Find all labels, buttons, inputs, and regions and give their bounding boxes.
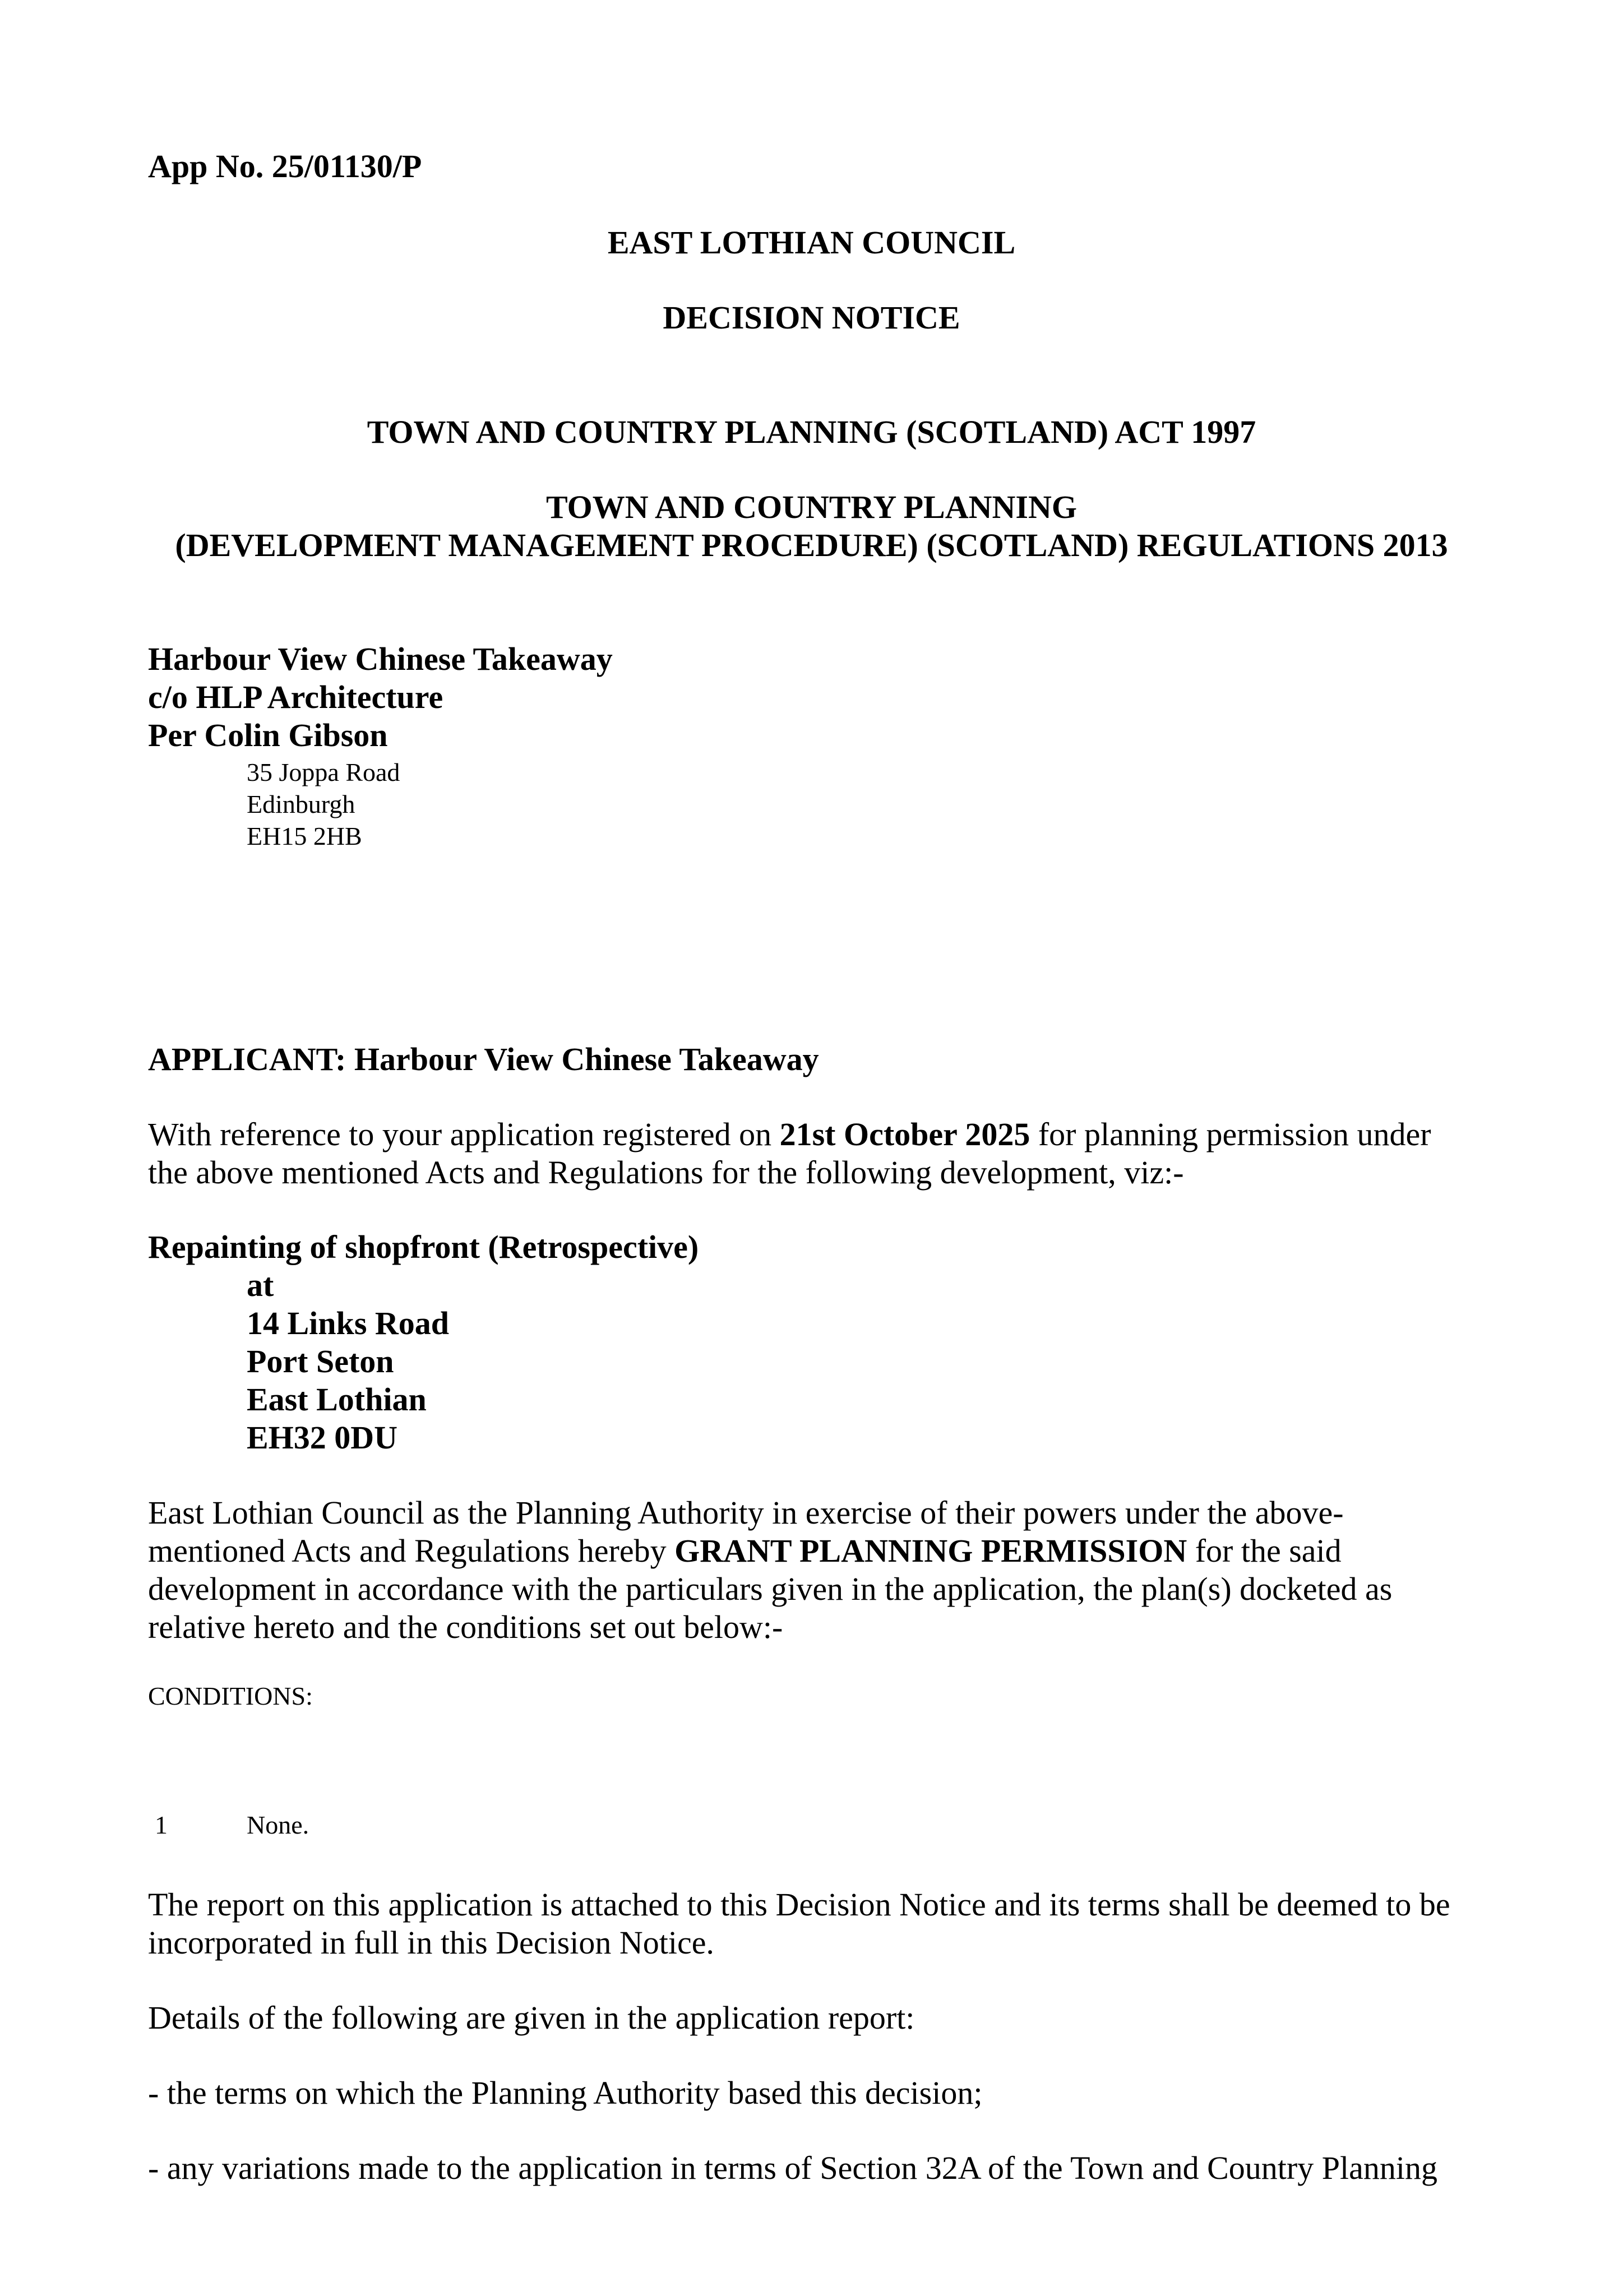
reference-prefix: With reference to your application registered on: [148, 1116, 780, 1152]
report-paragraph-line1: The report on this application is attached to this Decision Notice and its terms shall be deemed to be: [148, 1886, 1450, 1923]
decision-prefix: mentioned Acts and Regulations hereby: [148, 1533, 675, 1569]
addressee-name: Harbour View Chinese Takeaway: [148, 641, 613, 677]
addressee-address-line: Edinburgh: [247, 790, 355, 818]
grant-planning-permission: GRANT PLANNING PERMISSION: [674, 1533, 1187, 1569]
addressee-postcode: EH15 2HB: [247, 822, 362, 850]
condition-text: None.: [247, 1811, 309, 1839]
application-number: App No. 25/01130/P: [148, 148, 422, 184]
conditions-heading: CONDITIONS:: [148, 1682, 313, 1710]
decision-paragraph-line1: East Lothian Council as the Planning Authority in exercise of their powers under the above-: [148, 1494, 1344, 1531]
decision-suffix: for the said: [1187, 1533, 1342, 1569]
reference-paragraph-line1: [148, 1118, 1431, 1151]
details-item: - any variations made to the application in terms of Section 32A of the Town and Country Planning: [148, 2150, 1437, 2186]
notice-title: DECISION NOTICE: [663, 299, 960, 336]
site-postcode: EH32 0DU: [247, 1419, 398, 1456]
development-description: Repainting of shopfront (Retrospective): [148, 1229, 699, 1265]
decision-paragraph-line4: relative hereto and the conditions set out below:-: [148, 1609, 783, 1645]
regulations-title-line2: (DEVELOPMENT MANAGEMENT PROCEDURE) (SCOTLAND) REGULATIONS 2013: [175, 527, 1448, 563]
regulations-title-line1: TOWN AND COUNTRY PLANNING: [546, 489, 1077, 525]
decision-paragraph-line3: development in accordance with the particulars given in the application, the plan(s) docketed as: [148, 1571, 1393, 1607]
site-address-line: East Lothian: [247, 1381, 427, 1418]
details-item: - the terms on which the Planning Authority based this decision;: [148, 2075, 983, 2111]
report-paragraph-line2: incorporated in full in this Decision Notice.: [148, 1924, 714, 1961]
reference-paragraph-line2: the above mentioned Acts and Regulations for the following development, viz:-: [148, 1154, 1184, 1191]
condition-number: 1: [155, 1811, 168, 1839]
details-intro: Details of the following are given in the application report:: [148, 1999, 915, 2036]
reference-suffix: for planning permission under: [1030, 1116, 1431, 1152]
act-title: TOWN AND COUNTRY PLANNING (SCOTLAND) ACT 1997: [367, 414, 1256, 450]
site-address-line: Port Seton: [247, 1343, 394, 1380]
applicant-line: APPLICANT: Harbour View Chinese Takeaway: [148, 1041, 819, 1077]
decision-paragraph-line2: [148, 1535, 1342, 1567]
registration-date: 21st October 2025: [779, 1116, 1030, 1152]
site-address-line: 14 Links Road: [247, 1305, 450, 1341]
addressee-per: Per Colin Gibson: [148, 717, 388, 753]
addressee-address-line: 35 Joppa Road: [247, 758, 400, 786]
addressee-care-of: c/o HLP Architecture: [148, 679, 443, 715]
development-at: at: [247, 1267, 274, 1303]
council-name: EAST LOTHIAN COUNCIL: [607, 224, 1016, 261]
